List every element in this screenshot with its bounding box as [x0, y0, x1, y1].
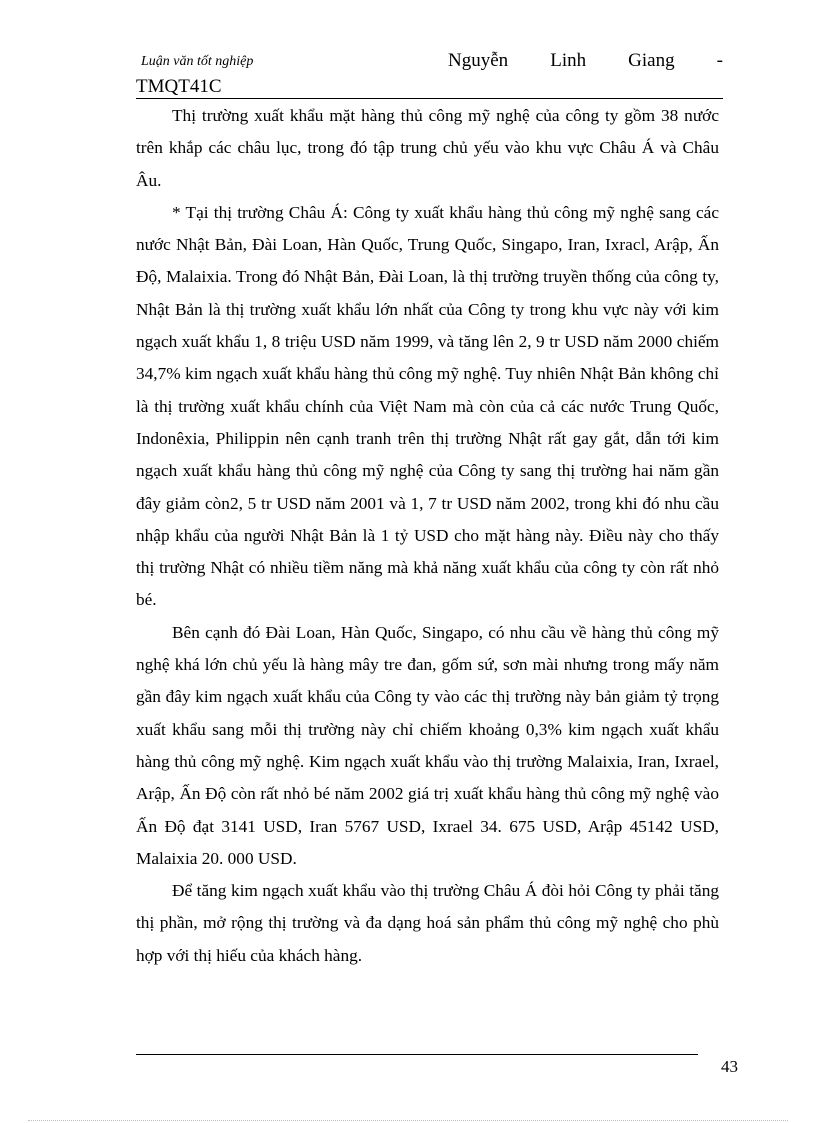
paragraph: Bên cạnh đó Đài Loan, Hàn Quốc, Singapo, có nhu cầu về hàng thủ công mỹ nghệ khá lớn chủ yếu là hàng mây tre đan, gốm sứ, sơn mài nhưng trong mấy năm gần đây kim ngạch xuất khẩu của Công ty vào các thị trường này bản giảm tỷ trọng xuất khẩu sang mỗi thị trường này chỉ chiếm khoảng 0,3% kim ngạch xuất khẩu hàng thủ công mỹ nghệ. Kim ngạch xuất khẩu vào thị trường Malaixia, Iran, Ixrael, Arập, Ấn Độ còn rất nhỏ bé năm 2002 giá trị xuất khẩu hàng thủ công mỹ nghệ vào Ấn Độ đạt 3141 USD, Iran 5767 USD, Ixrael 34. 675 USD, Arập 45142 USD, Malaixia 20. 000 USD. [136, 622, 719, 868]
class-code: TMQT41C [136, 76, 222, 97]
author-name [448, 50, 723, 72]
thesis-title: Luận văn tốt nghiệp [141, 54, 254, 69]
author-word: Linh [550, 50, 587, 71]
document-body [136, 100, 719, 972]
paragraph: Để tăng kim ngạch xuất khẩu vào thị trường Châu Á đòi hỏi Công ty phải tăng thị phần, mở rộng thị trường và đa dạng hoá sản phẩm thủ công mỹ nghệ cho phù hợp với thị hiếu của khách hàng. [136, 881, 719, 965]
paragraph: * Tại thị trường Châu Á: Công ty xuất khẩu hàng thủ công mỹ nghệ sang các nước Nhật Bản, Đài Loan, Hàn Quốc, Trung Quốc, Singapo, Iran, Ixracl, Arập, Ấn Độ, Malaixia. Trong đó Nhật Bản, Đài Loan, là thị trường truyền thống của công ty, Nhật Bản là thị trường xuất khẩu lớn nhất của Công ty trong khu vực này với kim ngạch xuất khẩu 1, 8 triệu USD năm 1999, và tăng lên 2, 9 tr USD năm 2000 chiếm 34,7% kim ngạch xuất khẩu hàng thủ công mỹ nghệ. Tuy nhiên Nhật Bản không chỉ là thị trường xuất khẩu chính của Việt Nam mà còn của cả các nước Trung Quốc, Indonêxia, Philippin nên cạnh tranh trên thị trường Nhật rất gay gắt, dẫn tới kim ngạch xuất khẩu hàng thủ công mỹ nghệ của Công ty sang thị trường hai năm gần đây giảm còn2, 5 tr USD năm 2001 và 1, 7 tr USD năm 2002, trong khi đó nhu cầu nhập khẩu của người Nhật Bản là 1 tỷ USD cho mặt hàng này. Điều này cho thấy thị trường Nhật có nhiều tiềm năng mà khả năng xuất khẩu của công ty còn rất nhỏ bé. [136, 202, 719, 610]
page-number: 43 [721, 1057, 738, 1076]
paragraph: Thị trường xuất khẩu mặt hàng thủ công mỹ nghệ của công ty gồm 38 nước trên khắp các châu lục, trong đó tập trung chủ yếu vào khu vực Châu Á và Châu Âu. [136, 106, 719, 190]
page-edge-divider [28, 1120, 788, 1121]
header-divider [136, 98, 723, 99]
author-word: - [716, 50, 723, 71]
author-word: Nguyễn [448, 50, 509, 71]
footer-divider [136, 1054, 698, 1055]
author-word: Giang [628, 50, 675, 71]
